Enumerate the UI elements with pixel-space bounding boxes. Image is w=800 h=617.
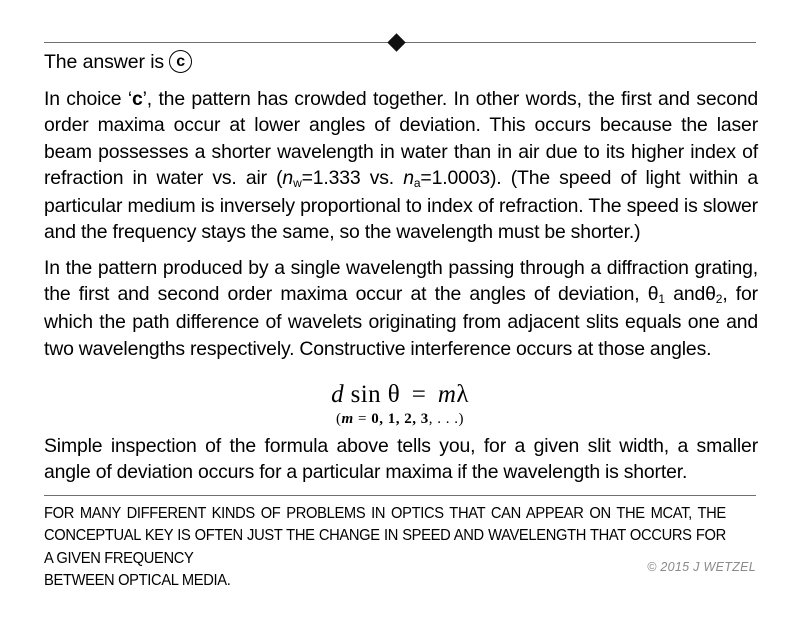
paragraph-1 — [44, 86, 758, 246]
formula-theta: θ — [387, 381, 401, 408]
p2-theta1-subscript: 1 — [658, 292, 665, 307]
formula-d: d — [331, 381, 344, 408]
p1-n-air-subscript: a — [413, 176, 421, 191]
answer-choice-badge: c — [169, 50, 192, 73]
formula-values-list: 0, 1, 2, 3 — [371, 411, 429, 427]
p1-n-water-subscript: w — [293, 176, 302, 191]
p1-n-air-symbol: n — [403, 166, 414, 189]
formula-lambda: λ — [456, 381, 469, 408]
p1-choice-letter: c — [132, 88, 143, 110]
footer-line-1: FOR MANY DIFFERENT KINDS OF PROBLEMS IN OPTICS THAT CAN APPEAR ON THE MCAT, THE CONCEPTUAL — [44, 505, 726, 545]
p3-text: Simple inspection of the formula above tells you, for a given slit width, a smaller angle of deviation occurs for a particular maxima if the wavelength is shorter. — [44, 435, 758, 484]
p1-n-water-symbol: n — [282, 166, 294, 189]
formula-values-equals: = — [357, 411, 367, 427]
closing-column — [44, 433, 758, 486]
p2-text-c: , for which the path difference of wavelets originating from adjacent slits equals one and two wavelengths respectively. Constructive interference occurs at those angles. — [44, 283, 758, 360]
paragraph-3 — [44, 433, 758, 486]
body-column — [44, 86, 758, 371]
footer-line-3: BETWEEN OPTICAL MEDIA. — [44, 572, 231, 590]
p1-text-b: ’, the pattern has crowded together. In other words, the first and second order maxima occur at lower angles of deviation. This occurs because the laser beam possesses a shorter wavelength in water than in air due to its higher index of refraction in water vs. air ( — [44, 88, 758, 189]
formula-sin: sin — [350, 381, 382, 408]
formula-equals: = — [411, 381, 427, 408]
answer-statement — [44, 48, 192, 75]
p1-text-a: In choice ‘ — [44, 88, 132, 110]
footer-line-2: KEY IS OFTEN JUST THE CHANGE IN SPEED AND WAVELENGTH THAT OCCURS FOR A GIVEN FREQUENCY — [44, 527, 726, 567]
p1-text-c: =1.333 vs. — [301, 166, 404, 189]
formula-m-values — [0, 409, 800, 429]
formula-values-m: m — [341, 411, 354, 427]
paragraph-2 — [44, 255, 758, 362]
formula-m: m — [437, 381, 457, 408]
p2-text-a: In the pattern produced by a single wavelength passing through a diffraction grating, the first and second order maxima occur at the angles of deviation, θ — [44, 256, 758, 306]
copyright-notice: © 2015 J WETZEL — [647, 560, 756, 574]
p2-theta2-subscript: 2 — [715, 292, 723, 307]
p2-text-b: andθ — [664, 283, 716, 306]
p1-text-d: =1.0003). (The speed of light within a particular medium is inversely proportional to index of refraction. The speed is slower and the frequency stays the same, so the wavelength must be shorter.) — [44, 166, 758, 244]
answer-prefix-label: The answer is — [44, 50, 165, 73]
formula-values-ellipsis: , . . .) — [428, 411, 464, 427]
diamond-icon — [387, 33, 405, 51]
formula-values-open: ( — [336, 411, 342, 427]
footer-divider — [44, 495, 756, 496]
footer-summary — [44, 503, 726, 593]
formula-equation — [0, 381, 800, 408]
formula-block — [0, 381, 800, 429]
